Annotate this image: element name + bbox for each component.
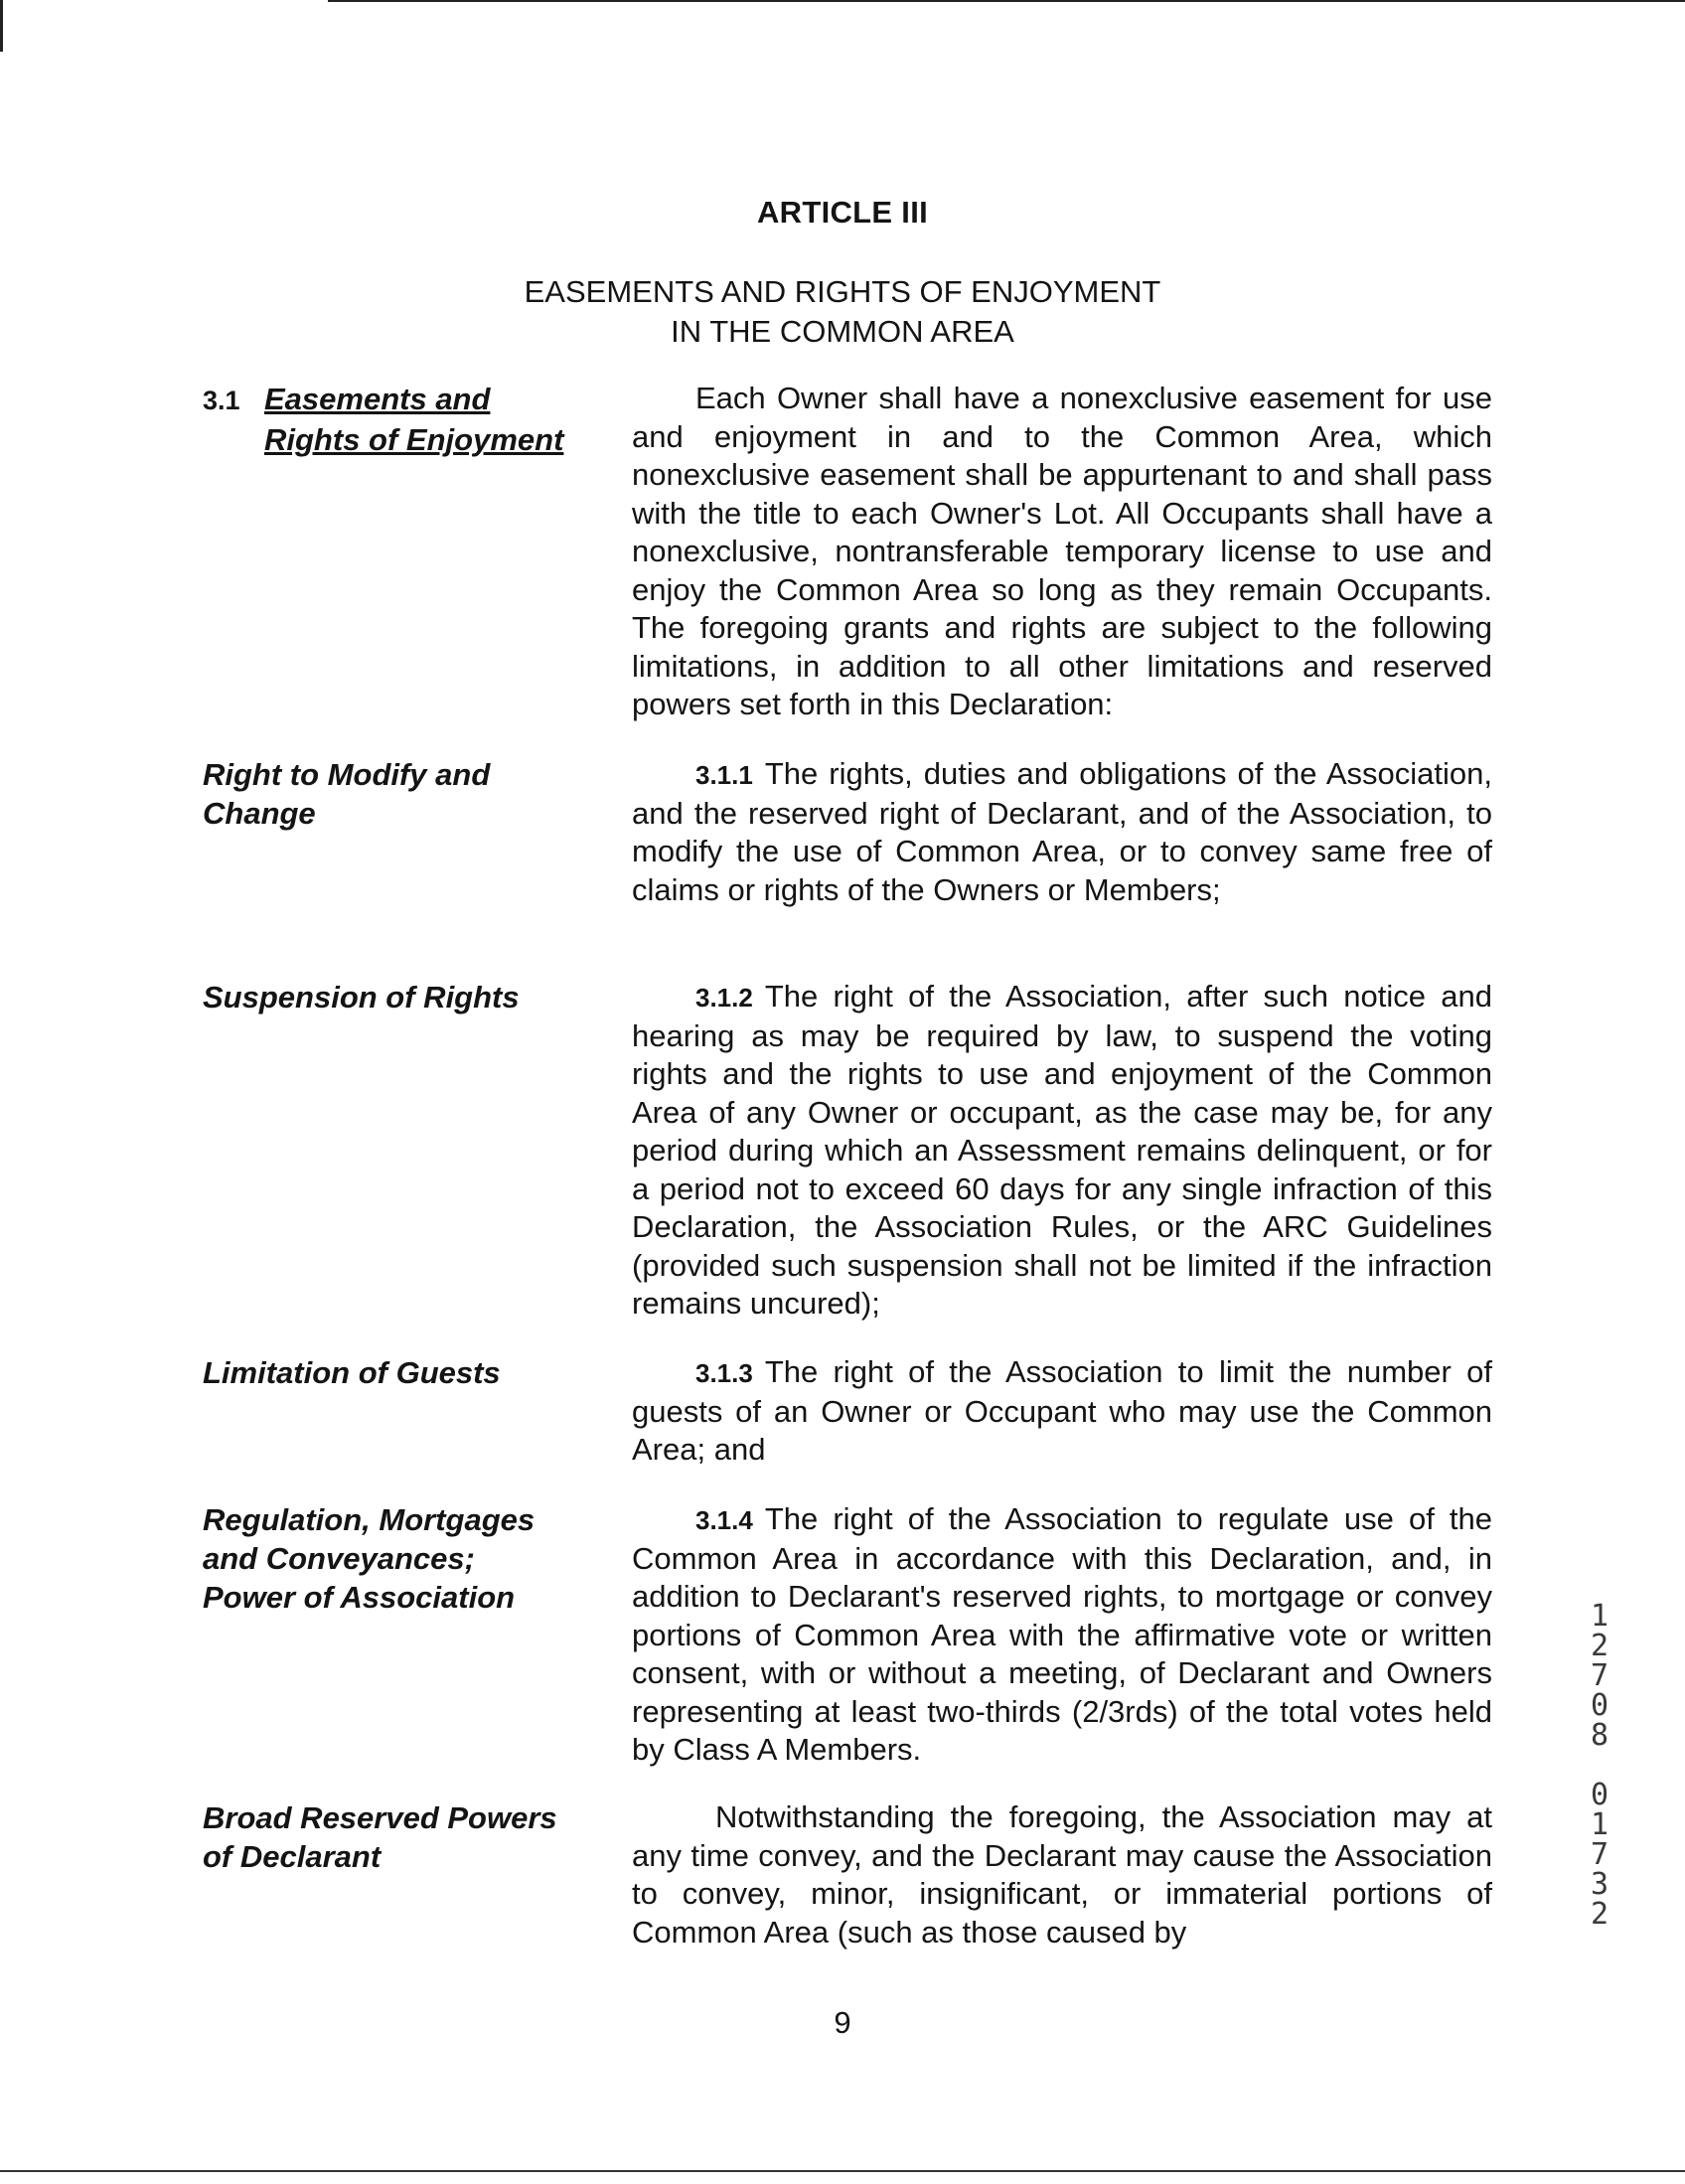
section-heading-line: Limitation of Guests (203, 1355, 501, 1390)
section-heading-3-1-3 (203, 1353, 600, 1392)
section-heading-broad-powers (203, 1798, 600, 1876)
section-body-broad-powers (632, 1798, 1492, 1951)
section-heading-3-1 (203, 380, 600, 459)
section-text: The rights, duties and obligations of the Association, and the reserved right of Declarant, and of the Association, to modify the use of Common Area, or to convey same free of claims or rights of the Owners or Members; (632, 756, 1492, 907)
section-heading-line: Power of Association (203, 1580, 516, 1615)
section-heading-line: Right to Modify and (203, 757, 491, 792)
subsection-number: 3.1.1 (695, 760, 753, 790)
section-text: Each Owner shall have a nonexclusive easement for use and enjoyment in and to the Common Area, which nonexclusive easement shall be appurtenant to and shall pass with the title to each Owner's Lot. All Occupants shall have a nonexclusive, nontransferable temporary license to use and enjoy the Common Area so long as they remain Occupants. The foregoing grants and rights are subject to the following limitations, in addition to all other limitations and reserved powers set forth in this Declaration: (632, 381, 1492, 721)
subsection-number: 3.1.4 (695, 1505, 753, 1535)
section-heading-3-1-4 (203, 1500, 600, 1617)
article-subtitle-line-1: EASEMENTS AND RIGHTS OF ENJOYMENT (524, 274, 1161, 309)
section-heading-line: Easements and (264, 382, 491, 416)
section-heading-line: Change (203, 796, 316, 831)
section-heading-3-1-1 (203, 755, 600, 833)
article-subtitle (0, 272, 1685, 352)
article-subtitle-line-2: IN THE COMMON AREA (671, 314, 1014, 349)
section-text: The right of the Association to regulate use of the Common Area in accordance with this Declaration, and, in addition to Declarant's reserved rights, to mortgage or convey portions of Common Area with the affirmative vote or written consent, with or without a meeting, of Declarant and Owners representing at least two-thirds (2/3rds) of the total votes held by Class A Members. (632, 1501, 1492, 1767)
section-body-3-1-2 (632, 978, 1492, 1324)
page-number: 9 (834, 2005, 851, 2040)
subsection-number: 3.1.3 (695, 1358, 753, 1388)
section-heading-3-1-2 (203, 978, 600, 1016)
section-heading-line: Suspension of Rights (203, 980, 520, 1014)
section-body-3-1-4 (632, 1500, 1492, 1770)
section-text: The right of the Association, after such notice and hearing as may be required by law, to suspend the voting rights and the rights to use and enjoyment of the Common Area of any Owner or occupant, as the case may be, for any period during which an Assessment remains delinquent, or for a period not to exceed 60 days for any single infraction of this Declaration, the Association Rules, or the ARC Guidelines (provided such suspension shall not be limited if the infraction remains uncured); (632, 979, 1492, 1321)
section-body-3-1 (632, 380, 1492, 724)
section-heading-line: Rights of Enjoyment (264, 422, 564, 457)
section-heading-line: Broad Reserved Powers (203, 1800, 557, 1835)
section-heading-line: of Declarant (203, 1839, 382, 1874)
section-text: The right of the Association to limit the number of guests of an Owner or Occupant who may use the Common Area; and (632, 1354, 1492, 1467)
subsection-number: 3.1.2 (695, 983, 753, 1013)
section-heading-line: and Conveyances; (203, 1541, 475, 1576)
section-body-3-1-1 (632, 755, 1492, 909)
article-title: ARTICLE III (756, 195, 929, 230)
section-body-3-1-3 (632, 1353, 1492, 1470)
section-text: Notwithstanding the foregoing, the Association may at any time convey, and the Declarant may cause the Association to convey, minor, insignificant, or immaterial portions of Common Area (such as those caused by (632, 1799, 1492, 1950)
top-border-line (328, 0, 1685, 2)
section-heading-line: Regulation, Mortgages (203, 1502, 536, 1537)
left-edge-mark (0, 0, 3, 52)
recording-stamp-number: 1 2 7 0 8 0 1 7 3 2 (1590, 1599, 1609, 1932)
bottom-border-line (0, 2170, 1685, 2172)
section-number: 3.1 (203, 386, 240, 415)
